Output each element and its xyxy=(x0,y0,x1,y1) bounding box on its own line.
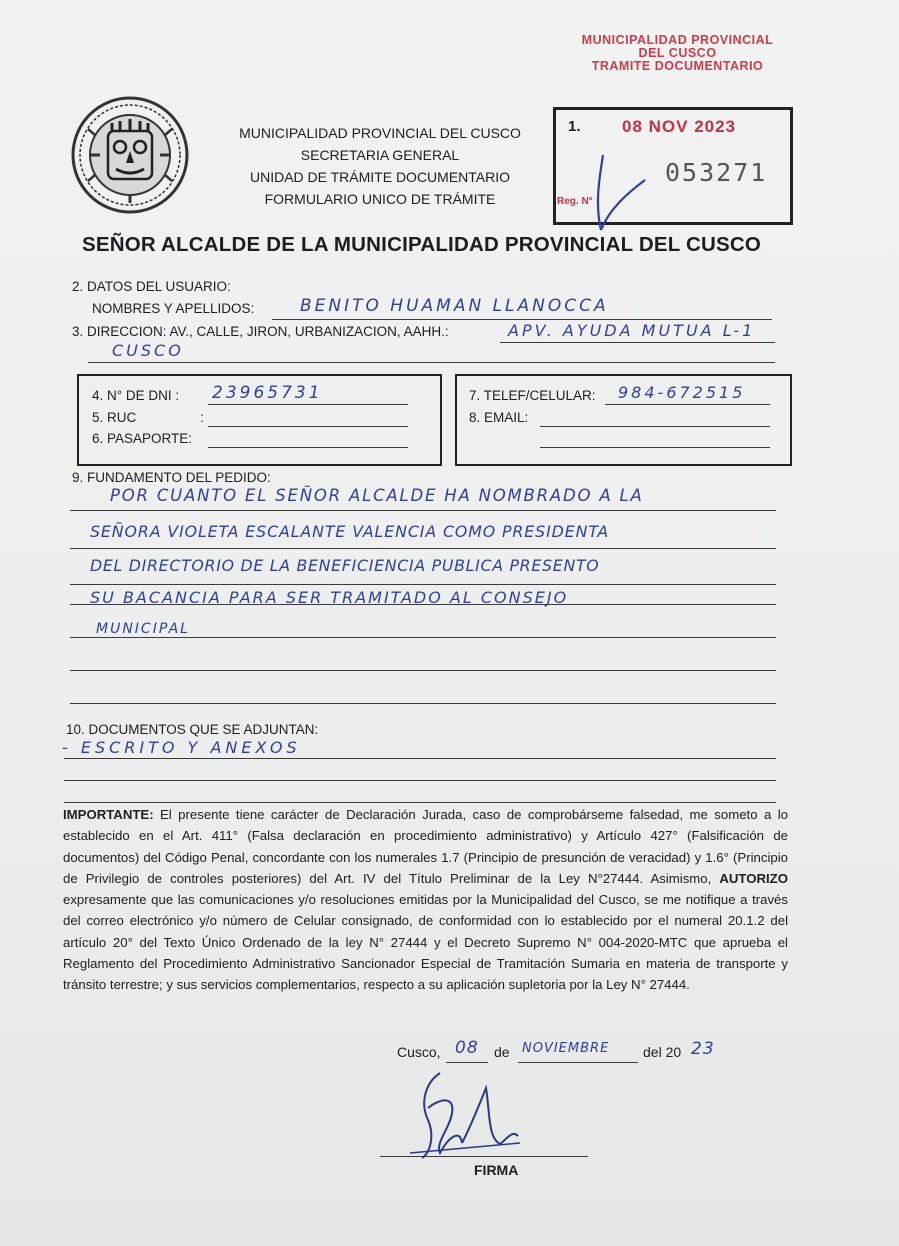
documents-underline-1 xyxy=(64,758,776,759)
stamp-line-3: TRAMITE DOCUMENTARIO xyxy=(591,59,764,73)
important-authorize: AUTORIZO xyxy=(719,870,788,886)
names-value[interactable]: BENITO HUAMAN LLANOCCA xyxy=(300,296,609,316)
handwritten-signature xyxy=(400,1058,530,1168)
reason-line-4[interactable]: SU BACANCIA PARA SER TRAMITADO AL CONSEJO xyxy=(90,588,569,607)
date-del: del 20 xyxy=(643,1044,682,1060)
ruc-label: 5. RUC xyxy=(92,410,137,425)
phone-value[interactable]: 984-672515 xyxy=(618,383,746,402)
date-de: de xyxy=(494,1044,510,1060)
stamp-line-1: MUNICIPALIDAD PROVINCIAL xyxy=(581,33,774,47)
names-underline xyxy=(272,319,772,320)
address-value-line-1[interactable]: APV. AYUDA MUTUA L-1 xyxy=(508,321,756,340)
documents-underline-3 xyxy=(64,802,776,803)
header-line-1: MUNICIPALIDAD PROVINCIAL DEL CUSCO xyxy=(239,125,521,141)
documents-underline-2 xyxy=(64,780,776,781)
names-label: NOMBRES Y APELLIDOS: xyxy=(92,301,255,316)
address-value-line-2[interactable]: CUSCO xyxy=(112,341,184,360)
address-underline-1 xyxy=(500,342,775,343)
form-header xyxy=(215,122,545,210)
header-line-4: FORMULARIO UNICO DE TRÁMITE xyxy=(264,191,496,207)
stamp-number: 1. xyxy=(568,118,581,135)
date-month-underline xyxy=(518,1062,638,1063)
header-line-3: UNIDAD DE TRÁMITE DOCUMENTARIO xyxy=(249,169,511,185)
reason-underline-3 xyxy=(70,584,776,585)
reason-underline-7 xyxy=(70,703,776,704)
stamp-reg-label: Reg. N° xyxy=(557,196,593,207)
phone-label: 7. TELEF/CELULAR: xyxy=(469,388,596,403)
date-year-suffix[interactable]: 23 xyxy=(691,1039,715,1059)
signature-line xyxy=(380,1156,588,1157)
stamp-initials-signature xyxy=(585,150,655,235)
signature-label: FIRMA xyxy=(474,1162,519,1178)
reason-underline-2 xyxy=(70,548,776,549)
date-city: Cusco, xyxy=(397,1044,441,1060)
reason-underline-5 xyxy=(70,637,776,638)
important-part-2: expresamente que las comunicaciones y/o resoluciones emitidas por la Municipalidad del Cusco, se me notifique a través del correo electrónico y/o número de Celular consignado, de conformidad con lo establecido por el numeral 20.1.2 del artículo 20° del Texto Único Ordenado de la ley N° 27444 y el Decreto Supremo N° 004-2020-MTC que aprueba el Reglamento del Procedimiento Administrativo Sancionador Especial de Tramitación Sumaria en materia de transporte y tránsito terrestre; y sus servicios complementarios, respecto a su aplicación supletoria por la Ley N° 27444. xyxy=(63,892,788,993)
important-lead: IMPORTANTE: xyxy=(63,807,154,822)
stamp-line-2: DEL CUSCO xyxy=(638,46,717,60)
reason-line-3[interactable]: DEL DIRECTORIO DE LA BENEFICIENCIA PUBLICA PRESENTO xyxy=(90,556,600,575)
reason-underline-1 xyxy=(70,510,776,511)
email-label: 8. EMAIL: xyxy=(469,410,529,425)
email-underline-2[interactable] xyxy=(540,447,770,448)
stamp-date: 08 NOV 2023 xyxy=(622,117,737,136)
phone-underline xyxy=(605,404,770,405)
important-part-1: El presente tiene carácter de Declaración Jurada, caso de comprobárseme falsedad, me someto a lo establecido en el Art. 411° (Falsa declaración en procedimiento administrativo) y Artículo 427° (Falsificación de documentos) del Código Penal, concordante con los numerales 1.7 (Principio de presunción de veracidad) y 1.6° (Principio de Privilegio de controles posteriores) del Art. IV del Título Preliminar de la Ley N°27444. Asimismo, xyxy=(63,807,788,886)
section-9-label: 9. FUNDAMENTO DEL PEDIDO: xyxy=(72,470,271,485)
date-day[interactable]: 08 xyxy=(455,1038,479,1058)
important-declaration xyxy=(63,804,788,996)
ruc-colon: : xyxy=(200,410,204,425)
date-month[interactable]: NOVIEMBRE xyxy=(522,1041,610,1056)
inca-sun-seal-icon xyxy=(70,95,190,215)
pasaporte-label: 6. PASAPORTE: xyxy=(92,431,193,446)
reception-stamp-header xyxy=(560,34,795,73)
dni-underline xyxy=(208,404,408,405)
pasaporte-underline[interactable] xyxy=(208,447,408,448)
reason-line-5[interactable]: MUNICIPAL xyxy=(96,621,190,637)
header-line-2: SECRETARIA GENERAL xyxy=(300,147,460,163)
documents-value[interactable]: - ESCRITO Y ANEXOS xyxy=(62,738,301,757)
address-underline-2 xyxy=(88,362,775,363)
form-title: SEÑOR ALCALDE DE LA MUNICIPALIDAD PROVINCIAL DEL CUSCO xyxy=(82,233,761,256)
ruc-underline[interactable] xyxy=(208,426,408,427)
stamp-registry-number: 053271 xyxy=(665,158,768,187)
section-2-label: 2. DATOS DEL USUARIO: xyxy=(72,279,231,294)
reason-line-1[interactable]: POR CUANTO EL SEÑOR ALCALDE HA NOMBRADO A LA xyxy=(110,486,644,505)
reason-underline-6 xyxy=(70,670,776,671)
dni-label: 4. N° DE DNI : xyxy=(92,388,180,403)
reason-line-2[interactable]: SEÑORA VIOLETA ESCALANTE VALENCIA COMO PRESIDENTA xyxy=(90,522,610,541)
address-label: 3. DIRECCION: AV., CALLE, JIRON, URBANIZACION, AAHH.: xyxy=(72,324,449,339)
section-10-label: 10. DOCUMENTOS QUE SE ADJUNTAN: xyxy=(66,722,319,737)
email-underline-1[interactable] xyxy=(540,426,770,427)
dni-value[interactable]: 23965731 xyxy=(212,383,323,403)
